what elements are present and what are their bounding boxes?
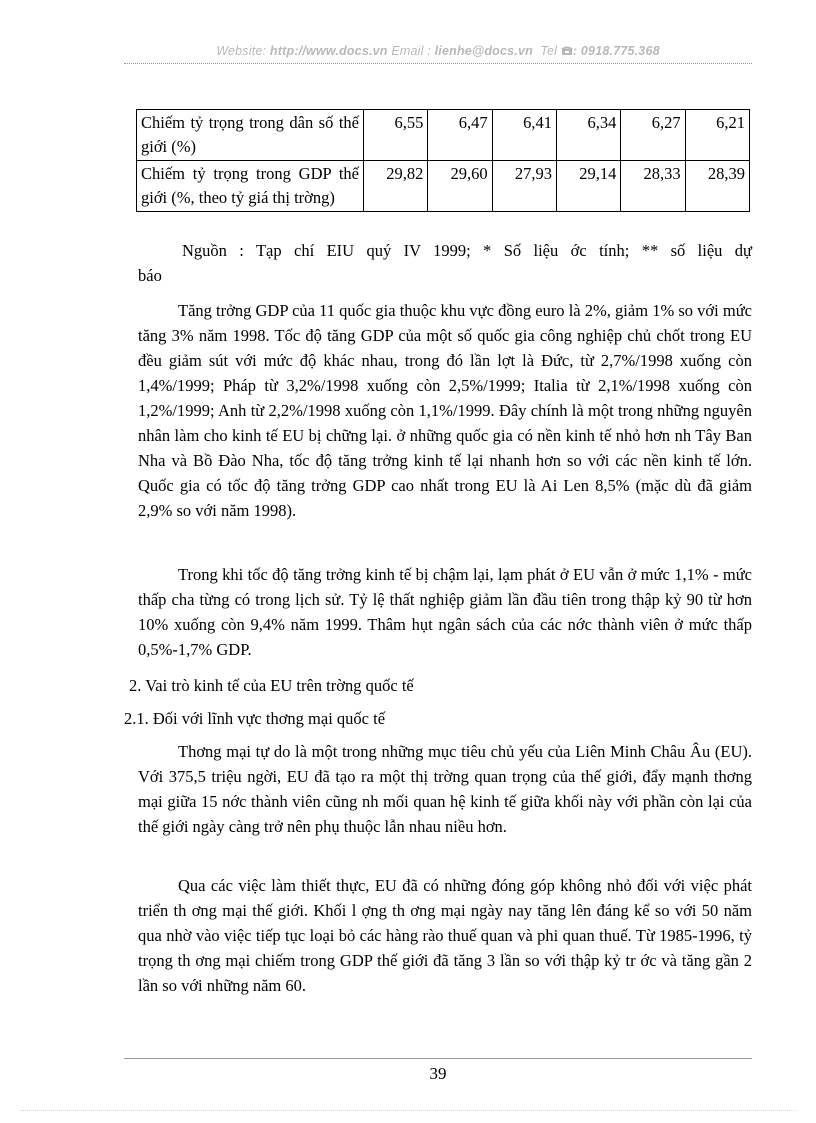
source-line: Nguồn : Tạp chí EIU quý IV 1999; * Số liệu ớc tính; ** số liệu dự (182, 241, 752, 260)
email-link[interactable]: lienhe@docs.vn (434, 44, 533, 58)
paragraph: Thơng mại tự do là một trong những mục tiêu chủ yếu của Liên Minh Châu Âu (EU). Với 375,5 triệu ngời, EU đã tạo ra một thị trờng quan trọng của thế giới, đẩy mạnh thơng mại giữa 15 nớc thành viên cũng nh mối quan hệ kinh tế giữa khối này với phần còn lại của thế giới ngày càng trở nên phụ thuộc lẫn nhau niều hơn. (138, 742, 752, 836)
table-cell: 28,39 (685, 161, 749, 212)
paragraph: Qua các việc làm thiết thực, EU đã có những đóng góp không nhỏ đối với việc phát triển th ơng mại thế giới. Khối l ợng th ơng mại ngày nay tăng lên đáng kể so với 50 năm qua nhờ vào việc tiếp tục loại bỏ các hàng rào thuế quan và phi quan thuế. Từ 1985-1996, tỷ trọng th ơng mại chiếm trong GDP thế giới đã tăng 3 lần so với thập kỷ tr ớc và tăng gần 2 lần so với những năm 60. (138, 876, 752, 995)
table-cell: 6,34 (556, 110, 620, 161)
paragraph: Trong khi tốc độ tăng trởng kinh tế bị chậm lại, lạm phát ở EU vẫn ở mức 1,1% - mức thấp cha từng có trong lịch sử. Tỷ lệ thất nghiệp giảm lần đầu tiên trong thập kỷ 90 từ hơn 10% xuống còn 9,4% năm 1999. Thâm hụt ngân sách của các nớc thành viên ở mức thấp 0,5%-1,7% GDP. (138, 565, 752, 659)
footer-rule (124, 1058, 752, 1059)
phone-number: : 0918.775.368 (572, 44, 660, 58)
table-row (137, 161, 750, 212)
table-cell: 29,14 (556, 161, 620, 212)
website-label: Website: (216, 44, 267, 58)
table-cell: 6,41 (492, 110, 556, 161)
source-line: báo (138, 266, 162, 285)
table-cell: 29,60 (428, 161, 492, 212)
table-row (137, 110, 750, 161)
table-cell: 28,33 (621, 161, 685, 212)
row-label: Chiếm tỷ trọng trong GDP thế giới (%, theo tỷ giá thị trờng) (137, 161, 364, 212)
paragraph: Tăng trởng GDP của 11 quốc gia thuộc khu vực đồng euro là 2%, giảm 1% so với mức tăng 3% năm 1998. Tốc độ tăng GDP của một số quốc gia công nghiệp chủ chốt trong EU đều giảm sút với mức độ khác nhau, trong đó lần lợt là Đức, từ 2,7%/1998 xuống còn 1,4%/1999; Pháp từ 3,2%/1998 xuống còn 2,5%/1999; Italia từ 2,1%/1998 xuống còn 1,2%/1999; Anh từ 2,2%/1998 xuống còn 1,1%/1999. Đây chính là một trong những nguyên nhân làm cho kinh tế EU bị chững lại. ở những quốc gia có nền kinh tế nhỏ hơn nh Tây Ban Nha và Bồ Đào Nha, tốc độ tăng trởng kinh tế lại nhanh hơn so với các nền kinh tế lớn. Quốc gia có tốc độ tăng trởng GDP cao nhất trong EU là Ai Len 8,5% (mặc dù đã giảm 2,9% so với năm 1998). (138, 301, 752, 520)
header-rule (124, 63, 752, 64)
table-cell: 6,47 (428, 110, 492, 161)
table-cell: 29,82 (364, 161, 428, 212)
page-number: 39 (429, 1064, 447, 1083)
statistics-table (136, 109, 750, 212)
table-cell: 27,93 (492, 161, 556, 212)
website-link[interactable]: http://www.docs.vn (269, 44, 388, 58)
subsection-heading: 2.1. Đối với lĩnh vực thơng mại quốc tế (124, 709, 386, 728)
table-cell: 6,55 (364, 110, 428, 161)
tel-label: Tel (540, 44, 558, 58)
email-label: Email : (391, 44, 431, 58)
table-cell: 6,27 (621, 110, 685, 161)
phone-icon (561, 45, 573, 56)
bottom-divider (20, 1110, 796, 1111)
row-label: Chiếm tỷ trọng trong dân số thế giới (%) (137, 110, 364, 161)
table-cell: 6,21 (685, 110, 749, 161)
section-heading: 2. Vai trò kinh tế của EU trên trờng quốc tế (129, 676, 414, 695)
page-header (124, 44, 752, 58)
table-source-note (138, 238, 752, 288)
